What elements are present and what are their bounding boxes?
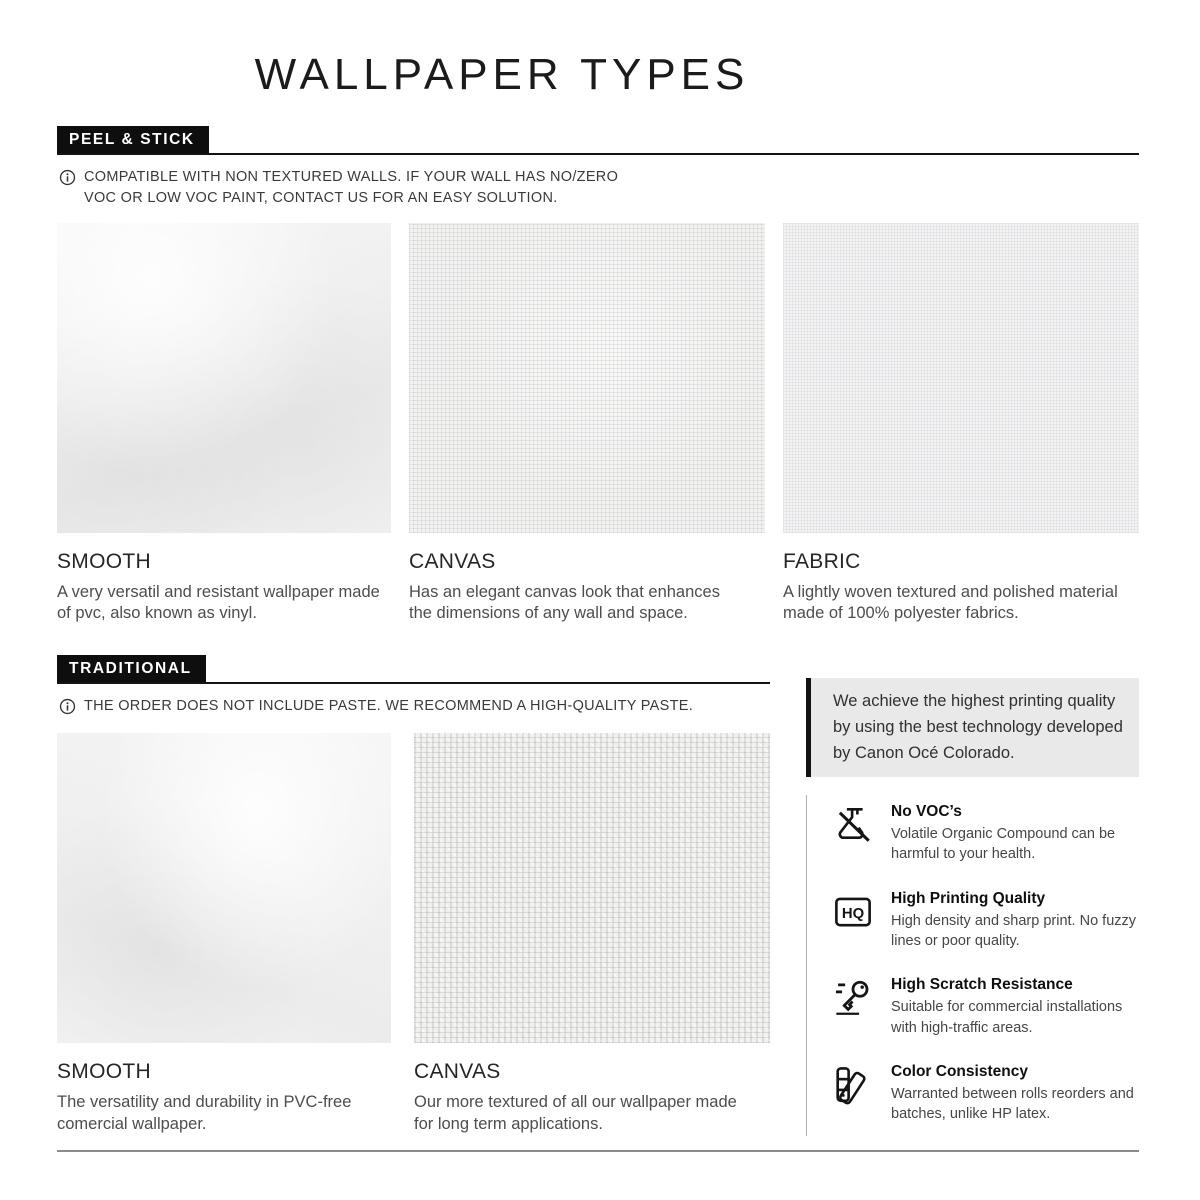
traditional-note-text: THE ORDER DOES NOT INCLUDE PASTE. WE RECOMMEND A HIGH-QUALITY PASTE.	[84, 697, 694, 714]
section-traditional	[57, 655, 770, 1136]
card-peel-fabric	[783, 223, 1139, 626]
section-peel-and-stick	[57, 126, 1139, 625]
card-description: The versatility and durability in PVC-free comercial wallpaper.	[57, 1092, 352, 1133]
card-title: FABRIC	[783, 549, 861, 573]
quote-box: We achieve the highest printing quality by using the best technology developed by Canon Océ Colorado.	[806, 678, 1139, 777]
feature-list	[806, 795, 1139, 1136]
traditional-cards	[57, 733, 770, 1136]
feature-title: High Scratch Resistance	[891, 976, 1073, 994]
feature-scratch-resistance	[832, 976, 1139, 1038]
card-title: SMOOTH	[57, 549, 151, 573]
color-swatches-icon	[832, 1063, 874, 1107]
canvas-texture-swatch	[409, 223, 765, 533]
card-title: SMOOTH	[57, 1059, 151, 1083]
feature-description: Volatile Organic Compound can be harmful to your health.	[891, 826, 1116, 863]
peel-stick-note-text: COMPATIBLE WITH NON TEXTURED WALLS. IF YOUR WALL HAS NO/ZERO VOC OR LOW VOC PAINT, CONTACT US FOR AN EASY SOLUTION.	[84, 168, 619, 206]
card-title: CANVAS	[414, 1059, 501, 1083]
card-traditional-smooth	[57, 733, 391, 1136]
card-description: A lightly woven textured and polished material made of 100% polyester fabrics.	[783, 582, 1118, 623]
smooth-texture-swatch	[57, 223, 391, 533]
section-rule	[57, 655, 770, 684]
card-title: CANVAS	[409, 549, 496, 573]
no-voc-flask-icon	[832, 803, 874, 847]
printing-quality-aside	[806, 655, 1139, 1136]
lower-section-row	[57, 655, 1139, 1136]
feature-description: High density and sharp print. No fuzzy lines or poor quality.	[891, 912, 1137, 949]
info-icon	[59, 169, 76, 186]
svg-text:HQ: HQ	[841, 905, 865, 922]
traditional-note	[59, 696, 770, 717]
feature-title: High Printing Quality	[891, 889, 1046, 907]
hq-badge-icon	[832, 890, 874, 934]
feature-description: Suitable for commercial installations with high-traffic areas.	[891, 999, 1123, 1036]
scratch-key-icon	[832, 976, 874, 1020]
bottom-divider	[57, 1150, 1139, 1152]
canvas-texture-swatch	[414, 733, 770, 1043]
peel-stick-cards	[57, 223, 1139, 626]
feature-color-consistency	[832, 1063, 1139, 1125]
info-icon	[59, 698, 76, 715]
feature-title: Color Consistency	[891, 1062, 1028, 1080]
smooth-texture-swatch	[57, 733, 391, 1043]
card-description: Has an elegant canvas look that enhances the dimensions of any wall and space.	[409, 582, 720, 623]
feature-no-voc	[832, 803, 1139, 865]
peel-stick-note	[59, 167, 1139, 209]
feature-description: Warranted between rolls reorders and batches, unlike HP latex.	[891, 1085, 1134, 1123]
traditional-badge: TRADITIONAL	[57, 655, 206, 682]
page-title: WALLPAPER TYPES	[254, 50, 750, 99]
card-traditional-canvas	[414, 733, 770, 1136]
peel-stick-badge: PEEL & STICK	[57, 126, 209, 153]
card-peel-smooth	[57, 223, 391, 626]
feature-title: No VOC’s	[891, 803, 962, 821]
card-peel-canvas	[409, 223, 765, 626]
card-description: A very versatil and resistant wallpaper made of pvc, also known as vinyl.	[57, 582, 380, 623]
feature-high-printing-quality	[832, 890, 1139, 952]
card-description: Our more textured of all our wallpaper made for long term applications.	[414, 1092, 737, 1133]
fabric-texture-swatch	[783, 223, 1139, 533]
section-rule	[57, 126, 1139, 155]
